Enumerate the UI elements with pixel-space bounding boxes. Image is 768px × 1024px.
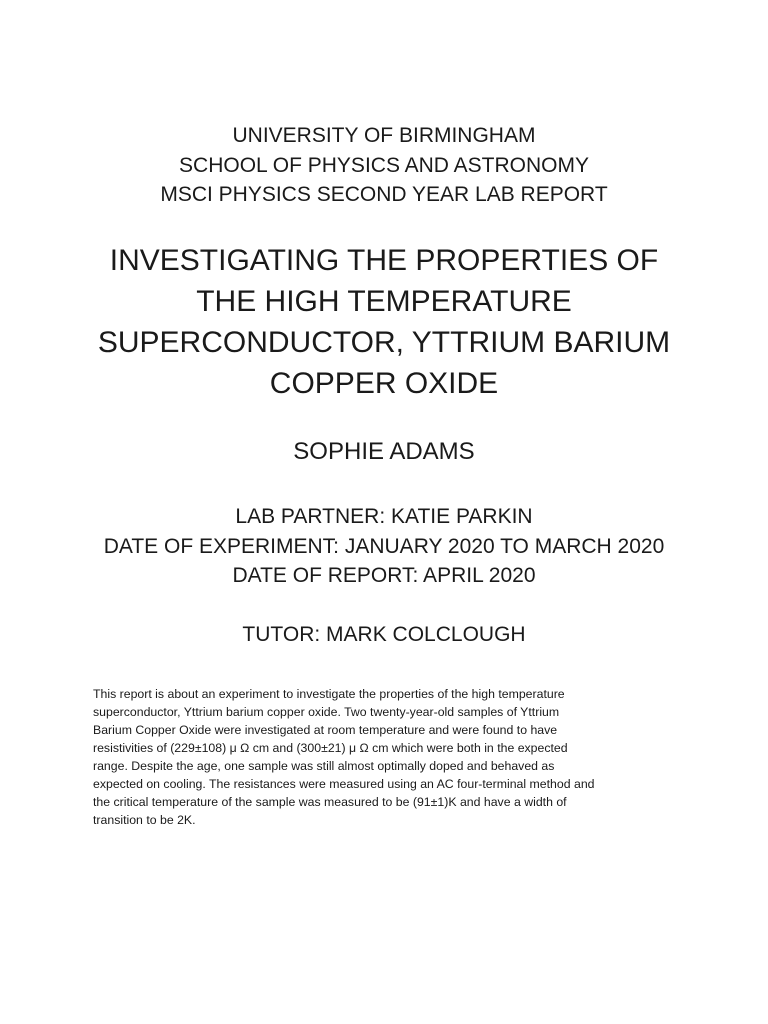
abstract-line: expected on cooling. The resistances were measured using an AC four-terminal method and: [93, 777, 595, 791]
report-type: MSCI PHYSICS SECOND YEAR LAB REPORT: [160, 183, 608, 206]
institution-header: [0, 121, 768, 210]
author-name: SOPHIE ADAMS: [293, 438, 475, 465]
title-line: COPPER OXIDE: [269, 367, 499, 400]
school-name: SCHOOL OF PHYSICS AND ASTRONOMY: [179, 153, 589, 177]
abstract-line: resistivities of (229±108) μ Ω cm and (300±21) μ Ω cm which were both in the expected: [93, 741, 568, 755]
university-name: UNIVERSITY OF BIRMINGHAM: [232, 124, 536, 147]
abstract-line: superconductor, Yttrium barium copper oxide. Two twenty-year-old samples of Yttrium: [93, 705, 560, 719]
tutor-name: TUTOR: MARK COLCLOUGH: [242, 623, 526, 646]
report-title: [0, 240, 768, 404]
lab-partner: LAB PARTNER: KATIE PARKIN: [235, 505, 533, 528]
title-line: THE HIGH TEMPERATURE: [196, 285, 572, 318]
title-line: INVESTIGATING THE PROPERTIES OF: [109, 244, 659, 277]
abstract-line: transition to be 2K.: [93, 813, 196, 827]
abstract-line: Barium Copper Oxide were investigated at room temperature and were found to have: [93, 723, 558, 737]
date-of-report: DATE OF REPORT: APRIL 2020: [232, 564, 536, 587]
abstract-paragraph: [93, 685, 683, 829]
date-of-experiment: DATE OF EXPERIMENT: JANUARY 2020 TO MARCH 2020: [103, 534, 665, 558]
abstract-line: the critical temperature of the sample was measured to be (91±1)K and have a width of: [93, 795, 567, 809]
report-metadata: [0, 502, 768, 591]
title-line: SUPERCONDUCTOR, YTTRIUM BARIUM: [97, 326, 671, 359]
abstract-line: This report is about an experiment to investigate the properties of the high temperature: [93, 687, 565, 701]
abstract-line: range. Despite the age, one sample was still almost optimally doped and behaved as: [93, 759, 555, 773]
